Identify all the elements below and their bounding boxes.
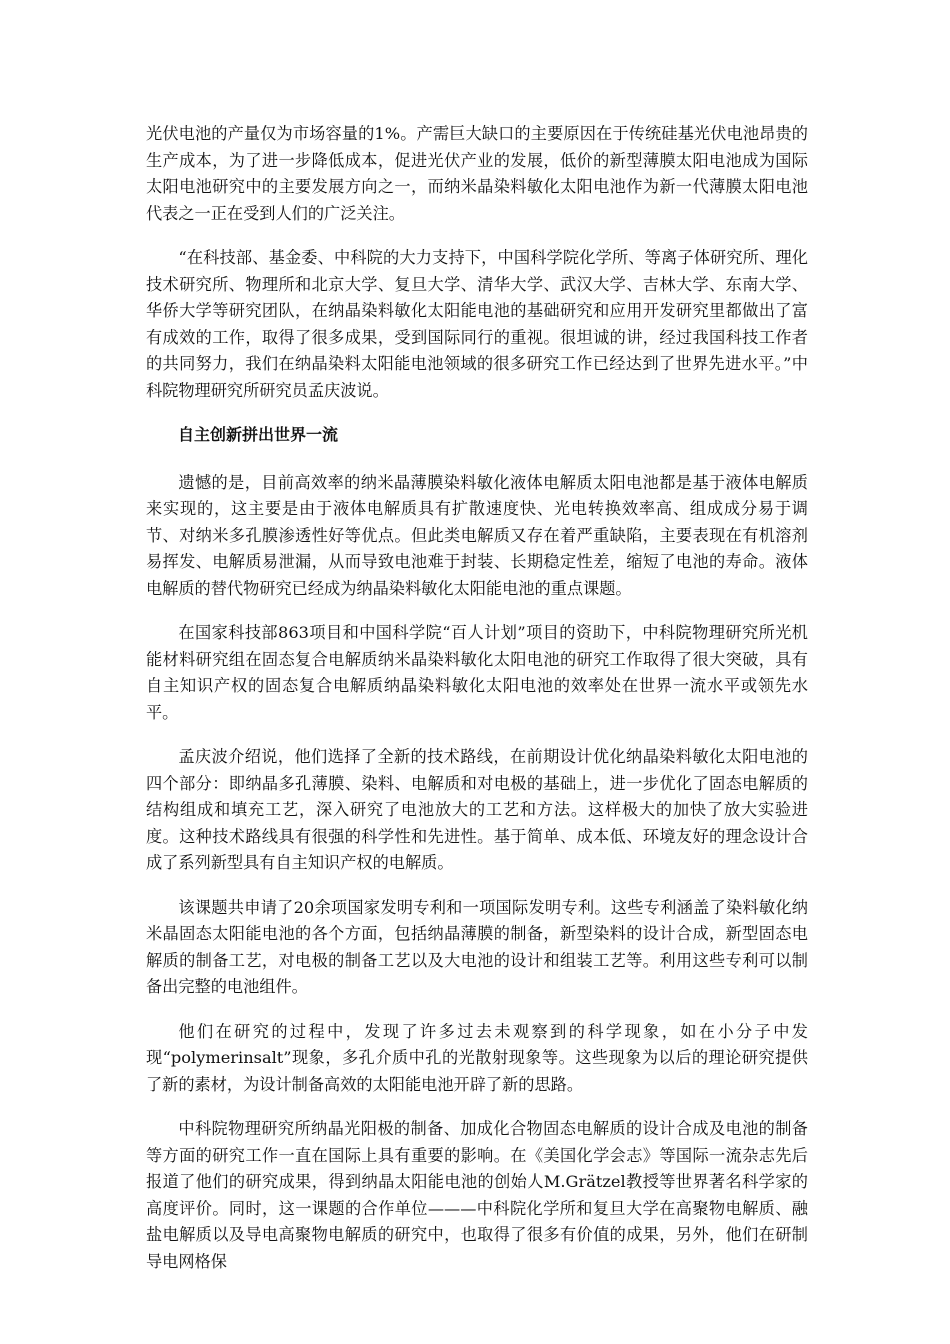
paragraph-quote: “在科技部、基金委、中科院的大力支持下，中国科学院化学所、等离子体研究所、理化技术研究所、物理所和北京大学、复旦大学、清华大学、武汉大学、吉林大学、东南大学、华侨大学等研究团队，在纳晶染料敏化太阳能电池的基础研究和应用开发研究里都做出了富有成效的工作，取得了很多成果，受到国际同行的重视。很坦诚的讲，经过我国科技工作者的共同努力，我们在纳晶染料太阳能电池领域的很多研究工作已经达到了世界先进水平。”中科院物理研究所研究员孟庆波说。 — [146, 248, 808, 400]
paragraph-intro: 光伏电池的产量仅为市场容量的1%。产需巨大缺口的主要原因在于传统硅基光伏电池昂贵的生产成本，为了进一步降低成本，促进光伏产业的发展，低价的新型薄膜太阳电池成为国际太阳电池研究中的主要发展方向之一，而纳米晶染料敏化太阳电池作为新一代薄膜太阳电池代表之一正在受到人们的广泛关注。 — [146, 124, 808, 223]
paragraph-phenomena: 他们在研究的过程中，发现了许多过去未观察到的科学现象，如在小分子中发现“polymerinsalt”现象，多孔介质中孔的光散射现象等。这些现象为以后的理论研究提供了新的素材，为设计制备高效的太阳能电池开辟了新的思路。 — [146, 1021, 808, 1094]
section-heading: 自主创新拼出世界一流 — [178, 425, 339, 444]
document-page — [146, 121, 808, 1293]
paragraph-863-project: 在国家科技部863项目和中国科学院“百人计划”项目的资助下，中科院物理研究所光机能材料研究组在固态复合电解质纳米晶染料敏化太阳电池的研究工作取得了很大突破，具有自主知识产权的固态复合电解质纳晶染料敏化太阳电池的效率处在世界一流水平或领先水平。 — [146, 623, 808, 722]
paragraph-patents: 该课题共申请了20余项国家发明专利和一项国际发明专利。这些专利涵盖了染料敏化纳米晶固态太阳能电池的各个方面，包括纳晶薄膜的制备，新型染料的设计合成，新型固态电解质的制备工艺，对电极的制备工艺以及大电池的设计和组装工艺等。利用这些专利可以制备出完整的电池组件。 — [146, 897, 808, 996]
paragraph-influence: 中科院物理研究所纳晶光阳极的制备、加成化合物固态电解质的设计合成及电池的制备等方面的研究工作一直在国际上具有重要的影响。在《美国化学会志》等国际一流杂志先后报道了他们的研究成果，得到纳晶太阳能电池的创始人M.Grätzel教授等世界著名科学家的高度评价。同时，这一课题的合作单位———中科院化学所和复旦大学在高聚物电解质、融盐电解质以及导电高聚物电解质的研究中，也取得了很多有价值的成果，另外，他们在研制导电网格保 — [146, 1119, 808, 1271]
paragraph-liquid-electrolyte: 遗憾的是，目前高效率的纳米晶薄膜染料敏化液体电解质太阳电池都是基于液体电解质来实现的，这主要是由于液体电解质具有扩散速度快、光电转换效率高、组成成分易于调节、对纳米多孔膜渗透性好等优点。但此类电解质又存在着严重缺陷，主要表现在有机溶剂易挥发、电解质易泄漏，从而导致电池难于封装、长期稳定性差，缩短了电池的寿命。液体电解质的替代物研究已经成为纳晶染料敏化太阳能电池的重点课题。 — [146, 472, 808, 598]
paragraph-technical-route: 孟庆波介绍说，他们选择了全新的技术路线，在前期设计优化纳晶染料敏化太阳电池的四个部分：即纳晶多孔薄膜、染料、电解质和对电极的基础上，进一步优化了固态电解质的结构组成和填充工艺，深入研究了电池放大的工艺和方法。这样极大的加快了放大实验进度。这种技术路线具有很强的科学性和先进性。基于简单、成本低、环境友好的理念设计合成了系列新型具有自主知识产权的电解质。 — [146, 747, 808, 872]
